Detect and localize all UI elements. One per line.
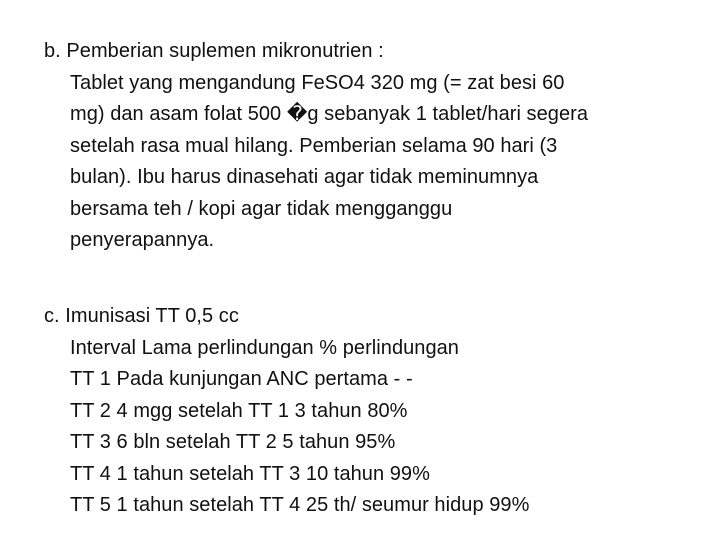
section-b-line: Tablet yang mengandung FeSO4 320 mg (= zat besi 60 (70, 71, 565, 94)
section-b-heading: b. Pemberian suplemen mikronutrien : (44, 40, 384, 62)
section-b-line: mg) dan asam folat 500 �g sebanyak 1 tablet/hari segera (70, 103, 589, 125)
section-c-heading: c. Imunisasi TT 0,5 cc (44, 305, 239, 327)
section-b-line: penyerapannya. (70, 229, 215, 251)
section-c-row-tt1: TT 1 Pada kunjungan ANC pertama - - (70, 368, 413, 390)
section-b-micronutrient (44, 36, 704, 257)
section-c-body (44, 333, 704, 522)
section-c-row-tt5: TT 5 1 tahun setelah TT 4 25 th/ seumur hidup 99% (70, 494, 530, 516)
section-c-row-tt4: TT 4 1 tahun setelah TT 3 10 tahun 99% (70, 462, 430, 485)
section-c-row-tt2: TT 2 4 mgg setelah TT 1 3 tahun 80% (70, 399, 408, 422)
section-b-line: bersama teh / kopi agar tidak mengganggu (70, 197, 453, 220)
section-b-body (44, 68, 704, 257)
section-b-line: setelah rasa mual hilang. Pemberian selama 90 hari (3 (70, 134, 558, 157)
section-c-table-header: Interval Lama perlindungan % perlindungan (70, 336, 459, 359)
section-c-row-tt3: TT 3 6 bln setelah TT 2 5 tahun 95% (70, 431, 396, 453)
section-c-immunization (44, 301, 704, 522)
section-b-line: bulan). Ibu harus dinasehati agar tidak meminumnya (70, 166, 539, 188)
